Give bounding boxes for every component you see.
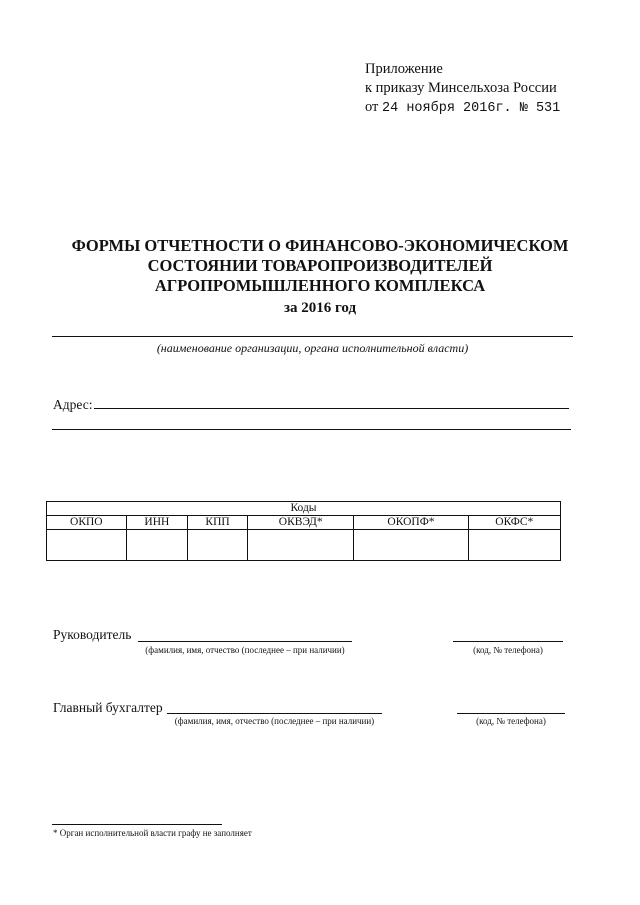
form-title — [40, 236, 600, 296]
appendix-order-ref: к приказу Минсельхоза России — [365, 80, 557, 96]
head-name-field[interactable] — [138, 641, 352, 642]
appendix-date-value: 24 ноября 2016г. № 531 — [382, 101, 561, 116]
head-label: Руководитель — [53, 627, 132, 642]
address-field-line-2[interactable] — [52, 429, 571, 430]
accountant-name-caption: (фамилия, имя, отчество (последнее – при наличии) — [174, 716, 375, 726]
inn-input-cell[interactable] — [126, 530, 187, 561]
address-label: Адрес: — [53, 397, 93, 412]
codes-column-header: ОКФС* — [468, 516, 560, 530]
organization-name-field[interactable] — [52, 336, 573, 337]
appendix-title: Приложение — [365, 61, 443, 77]
appendix-date-prefix: от — [365, 99, 383, 115]
codes-column-header: КПП — [188, 516, 248, 530]
okved-input-cell[interactable] — [248, 530, 354, 561]
report-year: за 2016 год — [283, 300, 357, 316]
footnote: * Орган исполнительной власти графу не заполняет — [53, 828, 252, 838]
form-title-line-3: АГРОПРОМЫШЛЕННОГО КОМПЛЕКСА — [154, 276, 486, 295]
accountant-name-field[interactable] — [167, 713, 382, 714]
head-phone-field[interactable] — [453, 641, 563, 642]
accountant-phone-field[interactable] — [457, 713, 565, 714]
organization-name-caption: (наименование организации, органа исполнительной власти) — [156, 341, 469, 355]
accountant-label: Главный бухгалтер — [53, 700, 163, 715]
head-phone-caption: (код, № телефона) — [473, 645, 543, 655]
head-name-caption: (фамилия, имя, отчество (последнее – при наличии) — [145, 645, 345, 655]
form-title-line-1: ФОРМЫ ОТЧЕТНОСТИ О ФИНАНСОВО-ЭКОНОМИЧЕСКОМ — [71, 236, 569, 255]
codes-table — [46, 501, 561, 561]
codes-column-header: ОКПО — [47, 516, 127, 530]
address-field-line-1[interactable] — [94, 408, 569, 409]
kpp-input-cell[interactable] — [188, 530, 248, 561]
form-title-line-2: СОСТОЯНИИ ТОВАРОПРОИЗВОДИТЕЛЕЙ — [147, 256, 493, 275]
okopf-input-cell[interactable] — [354, 530, 468, 561]
accountant-phone-caption: (код, № телефона) — [476, 716, 546, 726]
codes-header: Коды — [47, 502, 561, 516]
footnote-divider — [52, 824, 222, 825]
okfs-input-cell[interactable] — [468, 530, 560, 561]
codes-column-header: ИНН — [126, 516, 187, 530]
appendix-order-date — [365, 98, 560, 118]
appendix-block — [365, 60, 560, 118]
okpo-input-cell[interactable] — [47, 530, 127, 561]
codes-column-header: ОКОПФ* — [354, 516, 468, 530]
codes-column-header: ОКВЭД* — [248, 516, 354, 530]
